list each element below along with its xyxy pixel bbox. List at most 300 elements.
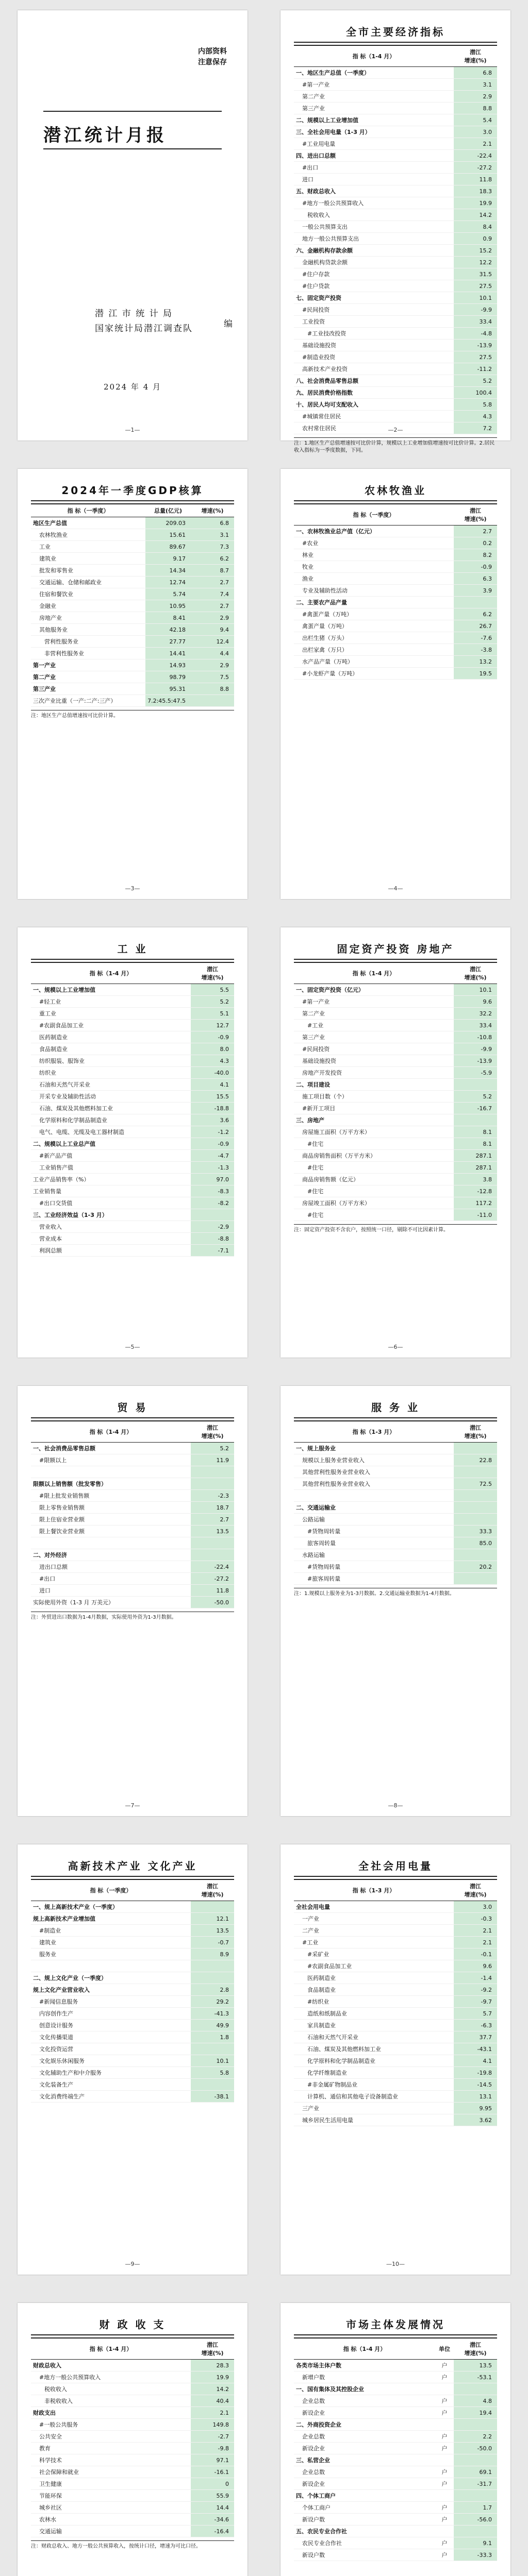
row-value: 55.9 <box>191 2490 234 2502</box>
table-row <box>31 2008 234 2020</box>
table-note: 注：1.地区生产总值增速按可比价计算，规模以上工业增加值增速按可比价计算。2.居民收入指标为一季度数据，下同。 <box>294 437 497 454</box>
row-value <box>454 1114 497 1126</box>
row-value: 18.3 <box>454 185 497 197</box>
cover-org-line1: 潜 江 市 统 计 局 <box>95 309 173 319</box>
row-value <box>454 597 497 608</box>
row-value: 13.5 <box>191 1925 234 1937</box>
row-value: -0.1 <box>454 1948 497 1960</box>
row-label: 卫生健康 <box>31 2478 191 2490</box>
row-label: 商品房销售额（亿元） <box>294 1174 454 1185</box>
row-label: 一、农林牧渔业总产值（亿元） <box>294 526 454 537</box>
row-label: #轻工业 <box>31 996 191 1008</box>
row-label: 地方一般公共预算支出 <box>294 233 454 245</box>
row-label: 五、财政总收入 <box>294 185 454 197</box>
table-row <box>31 1913 234 1925</box>
table-row <box>31 1478 234 1490</box>
table-note: 注：固定资产投资不含农户，按照统一口径，剔除不可比因素计算。 <box>294 1224 497 1234</box>
header-value-name: 潜江 <box>207 1883 218 1890</box>
row-value <box>454 1514 497 1526</box>
row-value <box>454 2490 497 2502</box>
row-label: #民间投资 <box>294 304 454 316</box>
table-row <box>294 1502 497 1514</box>
row-value: 14.2 <box>454 209 497 221</box>
row-value: 6.3 <box>454 573 497 585</box>
row-label: 一、地区生产总值（一季度） <box>294 67 454 79</box>
row-unit: 户 <box>435 2443 454 2454</box>
page-fixed-investment <box>280 927 510 1358</box>
table-row <box>294 2490 497 2502</box>
row-label <box>31 1537 191 1549</box>
data-table <box>31 1879 234 2103</box>
row-label: 二、规上文化产业（一季度） <box>31 1972 191 1984</box>
table-row <box>294 984 497 996</box>
row-label: 施工项目数（个） <box>294 1091 454 1103</box>
table-header <box>294 504 497 526</box>
row-value: -22.4 <box>454 150 497 162</box>
row-value: -6.3 <box>454 2020 497 2031</box>
row-label: 纺织业 <box>31 1067 191 1079</box>
row-label: 三次产业比重（一产:二产:三产） <box>31 695 145 707</box>
table-row <box>294 1020 497 1031</box>
row-label: 交通运输、仓储和邮政业 <box>31 577 145 588</box>
header-value-name: 潜江 <box>207 966 218 973</box>
table-row <box>294 2549 497 2561</box>
table-header <box>294 1421 497 1443</box>
table-row <box>31 588 234 600</box>
header-row <box>31 1421 234 1443</box>
table-row <box>294 1162 497 1174</box>
table-row <box>31 1221 234 1233</box>
table-row <box>31 2478 234 2490</box>
row-label: #一般公共服务 <box>31 2419 191 2431</box>
header-indicator: 指 标（一季度） <box>31 1879 191 1901</box>
data-table <box>31 1420 234 1608</box>
page-number: —7— <box>125 1802 140 1809</box>
row-value: -16.4 <box>191 2526 234 2537</box>
table-row <box>31 671 234 683</box>
table-row <box>294 2055 497 2067</box>
row-label: 进口 <box>294 174 454 185</box>
table-body <box>31 1443 234 1608</box>
row-growth: 8.8 <box>191 683 234 695</box>
table-row <box>294 2008 497 2020</box>
table-row <box>31 1490 234 1502</box>
row-unit: 户 <box>435 2407 454 2419</box>
header-value-name: 潜江 <box>470 2342 481 2348</box>
table-row <box>294 340 497 351</box>
row-value <box>191 1901 234 1913</box>
table-row <box>31 1901 234 1913</box>
row-label: #住宅 <box>294 1209 454 1221</box>
table-row <box>294 1901 497 1913</box>
header-row <box>31 2338 234 2360</box>
table-row <box>294 2360 497 2371</box>
page-title: 贸 易 <box>31 1399 234 1418</box>
row-value: 8.4 <box>454 221 497 233</box>
row-label: 进出口总额 <box>31 1561 191 1573</box>
page-agriculture <box>280 469 510 899</box>
row-value: 27.77 <box>145 636 191 648</box>
data-table <box>294 45 497 434</box>
table-row <box>31 577 234 588</box>
data-table <box>31 2337 234 2537</box>
row-growth: 7.3 <box>191 541 234 553</box>
table-row <box>294 280 497 292</box>
header-growth: 增速(%) <box>191 504 234 517</box>
row-value: 2.1 <box>454 1925 497 1937</box>
table-row <box>294 150 497 162</box>
row-value: -34.6 <box>191 2514 234 2526</box>
row-label: 建筑业 <box>31 1937 191 1948</box>
table-row <box>31 612 234 624</box>
row-value: 5.74 <box>145 588 191 600</box>
row-label: 房屋竣工面积（万平方米） <box>294 1197 454 1209</box>
table-row <box>294 1996 497 2008</box>
row-unit: 户 <box>435 2549 454 2561</box>
table-row <box>294 996 497 1008</box>
row-value: -1.4 <box>454 1972 497 1984</box>
cover-rule-top <box>43 111 222 112</box>
row-value: 2.8 <box>191 1984 234 1996</box>
row-value: -0.3 <box>454 1913 497 1925</box>
row-value: 69.1 <box>454 2466 497 2478</box>
header-row <box>294 1421 497 1443</box>
table-row <box>31 1150 234 1162</box>
page-number: —1— <box>125 427 140 433</box>
row-label: 四、进出口总额 <box>294 150 454 162</box>
row-label: 内容创作生产 <box>31 2008 191 2020</box>
table-row <box>294 1138 497 1150</box>
row-value: -0.7 <box>191 1937 234 1948</box>
row-value: 19.5 <box>454 668 497 680</box>
table-row <box>294 1091 497 1103</box>
table-header <box>294 2338 497 2360</box>
table-row <box>294 2478 497 2490</box>
table-header <box>294 1879 497 1901</box>
row-unit: 户 <box>435 2360 454 2371</box>
row-label: 基础设施投资 <box>294 1055 454 1067</box>
row-value: -56.0 <box>454 2514 497 2526</box>
row-label: 各类市场主体户数 <box>294 2360 435 2371</box>
row-unit: 户 <box>435 2371 454 2383</box>
row-unit: 户 <box>435 2514 454 2526</box>
table-row <box>294 1150 497 1162</box>
row-value: 13.2 <box>454 656 497 668</box>
row-label: 住宿和餐饮业 <box>31 588 145 600</box>
table-row <box>31 2395 234 2407</box>
table-row <box>31 683 234 695</box>
row-value: 10.95 <box>145 600 191 612</box>
page-number: —3— <box>125 885 140 892</box>
table-row <box>294 526 497 537</box>
row-value: 117.2 <box>454 1197 497 1209</box>
page-title: 工 业 <box>31 941 234 960</box>
table-row <box>294 399 497 411</box>
row-label: 六、金融机构存款余额 <box>294 245 454 257</box>
table-row <box>294 328 497 340</box>
table-row <box>294 114 497 126</box>
table-row <box>294 1937 497 1948</box>
row-label: 税收收入 <box>294 209 454 221</box>
row-value <box>454 2454 497 2466</box>
row-value <box>454 1502 497 1514</box>
header-value <box>454 962 497 984</box>
header-indicator: 指 标（一季度） <box>31 504 145 517</box>
header-indicator: 指 标（一季度） <box>294 504 454 526</box>
header-indicator: 指 标（1-4 月） <box>294 2338 435 2360</box>
row-label: 其他营利性服务业营业收入 <box>294 1478 454 1490</box>
row-label: #农副食品加工业 <box>31 1020 191 1031</box>
row-label: 四、个体工商户 <box>294 2490 435 2502</box>
row-value: 1.7 <box>454 2502 497 2514</box>
table-note: 注：1.规模以上服务业为1-3月数据。2.交通运输业数据为1-4月数据。 <box>294 1588 497 1598</box>
cover-org-line2: 国家统计局潜江调查队 <box>95 323 193 334</box>
row-label: 出栏家禽（万只） <box>294 644 454 656</box>
table-row <box>294 138 497 150</box>
table-row <box>31 1103 234 1114</box>
row-value: -1.3 <box>191 1162 234 1174</box>
header-row <box>294 1879 497 1901</box>
cover-date: 2024 年 4 月 <box>103 382 162 392</box>
row-value: 2.7 <box>191 1514 234 1526</box>
table-row <box>31 1079 234 1091</box>
data-table <box>294 1420 497 1585</box>
table-row <box>294 268 497 280</box>
page-industry <box>18 927 248 1358</box>
table-row <box>294 561 497 573</box>
row-label: 新增户数 <box>294 2371 435 2383</box>
table-row <box>294 1454 497 1466</box>
header-value-name: 潜江 <box>470 507 481 514</box>
table-row <box>294 1008 497 1020</box>
row-value: 8.0 <box>191 1043 234 1055</box>
row-value: 3.0 <box>454 126 497 138</box>
table-row <box>31 2079 234 2091</box>
table-row <box>31 1055 234 1067</box>
row-label: 一、社会消费品零售总额 <box>31 1443 191 1454</box>
page-main-indicators <box>280 10 510 453</box>
table-row <box>294 644 497 656</box>
row-label: 财政总收入 <box>31 2360 191 2371</box>
table-row <box>294 1490 497 1502</box>
row-value: 9.1 <box>454 2537 497 2549</box>
data-table <box>31 962 234 1257</box>
row-value: -13.9 <box>454 340 497 351</box>
cover-org <box>95 307 234 336</box>
row-unit: 户 <box>435 2395 454 2407</box>
row-label: 房地产业 <box>31 612 145 624</box>
header-value <box>191 962 234 984</box>
row-value: -0.9 <box>191 1138 234 1150</box>
row-label: 限上零售业销售额 <box>31 1502 191 1514</box>
row-value: 3.6 <box>191 1114 234 1126</box>
header-value <box>454 2338 497 2360</box>
row-label: 金融机构贷款余额 <box>294 257 454 268</box>
row-value: 12.2 <box>454 257 497 268</box>
row-value: 100.4 <box>454 387 497 399</box>
table-row <box>31 1454 234 1466</box>
table-row <box>31 1185 234 1197</box>
page-title: 全社会用电量 <box>294 1858 497 1877</box>
row-label: 新设企业 <box>294 2478 435 2490</box>
page-title: 农林牧渔业 <box>294 482 497 501</box>
row-label: #第一产业 <box>294 79 454 91</box>
row-value: -18.8 <box>191 1103 234 1114</box>
row-label: 二、规模以上工业总产值 <box>31 1138 191 1150</box>
table-row <box>294 1174 497 1185</box>
row-label: 工业投资 <box>294 316 454 328</box>
table-row <box>294 1443 497 1454</box>
row-value: -38.1 <box>191 2091 234 2103</box>
table-row <box>31 553 234 565</box>
row-label: 规上高新技术产业增加值 <box>31 1913 191 1925</box>
row-value: 8.9 <box>191 1948 234 1960</box>
row-label: 文化传播渠道 <box>31 2031 191 2043</box>
data-table <box>31 503 234 707</box>
table-row <box>31 2454 234 2466</box>
row-value <box>191 2043 234 2055</box>
row-label <box>294 1490 454 1502</box>
row-value: 4.1 <box>191 1079 234 1091</box>
header-value <box>191 2338 234 2360</box>
table-header <box>31 1421 234 1443</box>
row-label: 三、私营企业 <box>294 2454 435 2466</box>
row-value <box>191 1209 234 1221</box>
row-label: 利润总额 <box>31 1245 191 1257</box>
row-value: 20.2 <box>454 1561 497 1573</box>
row-label: 医药制造业 <box>294 1972 454 1984</box>
table-row <box>31 1984 234 1996</box>
table-row <box>294 2383 497 2395</box>
table-row <box>31 2419 234 2431</box>
row-value: 11.8 <box>191 1585 234 1597</box>
table-row <box>294 2371 497 2383</box>
row-value: 5.4 <box>454 114 497 126</box>
row-unit <box>435 2526 454 2537</box>
table-row <box>294 126 497 138</box>
row-label: 九、居民消费价格指数 <box>294 387 454 399</box>
row-label: 石油和天然气开采业 <box>31 1079 191 1091</box>
row-value: 12.1 <box>191 1913 234 1925</box>
data-table <box>294 2337 497 2561</box>
row-label: 实际使用外资（1-3 月 万美元） <box>31 1597 191 1608</box>
row-label: 一、固定资产投资（亿元） <box>294 984 454 996</box>
header-value-name: 潜江 <box>207 2342 218 2348</box>
table-row <box>294 632 497 644</box>
row-value: 7.2 <box>454 422 497 434</box>
table-row <box>294 103 497 114</box>
table-row <box>294 620 497 632</box>
row-label: 建筑业 <box>31 553 145 565</box>
row-value: 0.2 <box>454 537 497 549</box>
row-value: 40.4 <box>191 2395 234 2407</box>
table-row <box>294 245 497 257</box>
row-value: -1.2 <box>191 1126 234 1138</box>
table-row <box>294 597 497 608</box>
row-label: 第二产业 <box>31 671 145 683</box>
page-title: 2024年一季度GDP核算 <box>31 482 234 501</box>
row-label: 石油、煤炭及其他燃料加工业 <box>294 2043 454 2055</box>
row-label: 二、外商投资企业 <box>294 2419 435 2431</box>
row-value: 287.1 <box>454 1150 497 1162</box>
row-value: 19.9 <box>191 2371 234 2383</box>
table-row <box>294 79 497 91</box>
row-unit: 户 <box>435 2502 454 2514</box>
row-value <box>454 1573 497 1585</box>
row-label: 企业总数 <box>294 2431 435 2443</box>
table-row <box>294 1948 497 1960</box>
table-row <box>31 2067 234 2079</box>
row-label: #非金属矿物制品业 <box>294 2079 454 2091</box>
row-label: 电气、电缆、光缆及电工器材制造 <box>31 1126 191 1138</box>
table-row <box>294 375 497 387</box>
table-body <box>294 67 497 434</box>
row-label: #限上批发业销售额 <box>31 1490 191 1502</box>
table-row <box>31 2466 234 2478</box>
table-row <box>294 197 497 209</box>
table-row <box>294 1067 497 1079</box>
row-label: 开采专业及辅助性活动 <box>31 1091 191 1103</box>
row-value: 10.1 <box>191 2055 234 2067</box>
row-value: -13.9 <box>454 1055 497 1067</box>
row-label: #小龙虾产量（万吨） <box>294 668 454 680</box>
table-row <box>31 1126 234 1138</box>
table-row <box>31 2502 234 2514</box>
table-row <box>294 537 497 549</box>
table-row <box>31 2526 234 2537</box>
row-label <box>31 1960 191 1972</box>
row-growth: 8.7 <box>191 565 234 577</box>
row-value: -9.7 <box>454 1996 497 2008</box>
row-label: 农林牧渔业 <box>31 529 145 541</box>
row-growth: 3.1 <box>191 529 234 541</box>
row-label: 七、固定资产投资 <box>294 292 454 304</box>
row-label: #城镇常住居民 <box>294 411 454 422</box>
row-label: 限额以上销售额（批发零售） <box>31 1478 191 1490</box>
table-row <box>31 2043 234 2055</box>
table-row <box>31 984 234 996</box>
row-value <box>454 1549 497 1561</box>
row-label: #地方一般公共预算收入 <box>294 197 454 209</box>
row-value: -27.2 <box>454 162 497 174</box>
row-label: #农业 <box>294 537 454 549</box>
row-value: -4.7 <box>191 1150 234 1162</box>
row-value: 149.8 <box>191 2419 234 2431</box>
row-value: 85.0 <box>454 1537 497 1549</box>
row-label: 新设企业 <box>294 2407 435 2419</box>
row-value: 5.5 <box>191 984 234 996</box>
table-row <box>31 2020 234 2031</box>
table-row <box>31 1526 234 1537</box>
row-value: 11.9 <box>191 1454 234 1466</box>
page-number: —5— <box>125 1344 140 1350</box>
table-row <box>31 2031 234 2043</box>
row-label: #纺织业 <box>294 1996 454 2008</box>
row-label: 创意设计服务 <box>31 2020 191 2031</box>
row-label: #工业 <box>294 1020 454 1031</box>
row-value: 19.4 <box>454 2407 497 2419</box>
row-unit: 户 <box>435 2466 454 2478</box>
table-row <box>294 2431 497 2443</box>
row-label: #新产品产值 <box>31 1150 191 1162</box>
row-label: 营业收入 <box>31 1221 191 1233</box>
row-label: 税收收入 <box>31 2383 191 2395</box>
table-row <box>294 2454 497 2466</box>
header-value <box>191 1879 234 1901</box>
row-growth: 4.4 <box>191 648 234 659</box>
row-label: 第三产业 <box>31 683 145 695</box>
page-number: —10— <box>386 2261 405 2267</box>
